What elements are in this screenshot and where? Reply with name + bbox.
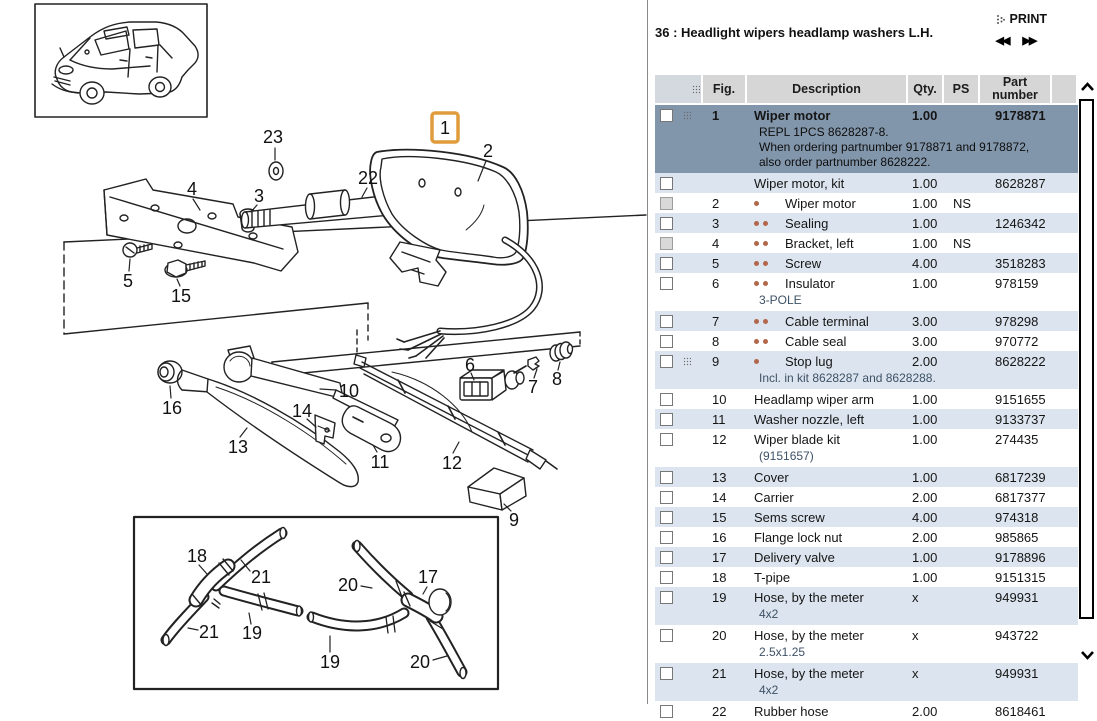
row-checkbox[interactable] (660, 109, 673, 122)
svg-text:16: 16 (161, 398, 183, 418)
hose-inset-box (134, 517, 498, 689)
sems-screw-part (165, 260, 205, 277)
part-note: 4x2 (759, 607, 779, 621)
table-row[interactable] (655, 409, 1078, 429)
part-description: Washer nozzle, left (754, 411, 865, 427)
screw-part (123, 243, 152, 257)
row-checkbox[interactable] (660, 571, 673, 584)
row-checkbox[interactable] (660, 393, 673, 406)
indent-bullet-icon (747, 281, 785, 286)
table-row[interactable] (655, 467, 1078, 487)
diagram-callout-5[interactable] (123, 259, 133, 291)
part-number: 978159 (995, 275, 1039, 291)
part-description: Cable seal (785, 333, 847, 349)
part-description: Sealing (785, 215, 829, 231)
part-note: 4x2 (759, 683, 779, 697)
fig-number: 9 (712, 353, 720, 369)
part-qty: 4.00 (912, 255, 938, 271)
column-header[interactable]: PS (944, 75, 980, 103)
fig-number: 8 (712, 333, 720, 349)
diagram-callout-8[interactable] (552, 362, 562, 389)
part-qty: 1.00 (912, 411, 938, 427)
row-checkbox[interactable] (660, 315, 673, 328)
fig-number: 1 (712, 107, 720, 123)
part-description: Flange lock nut (754, 529, 843, 545)
cable-seal-part (550, 342, 573, 361)
fig-number: 2 (712, 195, 720, 211)
part-note: REPL 1PCS 8628287-8. (759, 125, 889, 139)
svg-text:15: 15 (170, 286, 192, 306)
part-number: 9151655 (995, 391, 1046, 407)
row-checkbox[interactable] (660, 433, 673, 446)
row-checkbox[interactable] (660, 705, 673, 718)
part-number: 8628222 (995, 353, 1046, 369)
part-qty: 1.00 (912, 215, 938, 231)
diagram-callout-13[interactable] (228, 428, 248, 457)
part-description: Wiper blade kit (754, 431, 840, 447)
cover-part (468, 468, 526, 510)
table-row[interactable] (655, 273, 1078, 311)
column-header[interactable]: Description (747, 75, 908, 103)
row-checkbox[interactable] (660, 413, 673, 426)
fig-number: 14 (712, 489, 727, 505)
table-row[interactable] (655, 547, 1078, 567)
part-number: 970772 (995, 333, 1039, 349)
fig-number: 5 (712, 255, 720, 271)
scroll-down-arrow-icon[interactable] (1080, 648, 1095, 662)
part-description: Stop lug (785, 353, 833, 369)
part-note: also order partnumber 8628222. (759, 155, 931, 169)
part-number: 8618461 (995, 703, 1046, 719)
pane-header (648, 0, 1097, 75)
part-description: Hose, by the meter (754, 589, 864, 605)
part-description: Hose, by the meter (754, 627, 864, 643)
print-button[interactable] (996, 12, 1048, 26)
part-number: 274435 (995, 431, 1039, 447)
part-number: 9133737 (995, 411, 1046, 427)
diagram-callout-3[interactable] (251, 186, 264, 212)
row-checkbox[interactable] (660, 177, 673, 190)
part-number: 1246342 (995, 215, 1046, 231)
fig-number: 12 (712, 431, 727, 447)
table-row[interactable] (655, 351, 1078, 389)
indent-bullet-icon (747, 241, 785, 246)
fig-number: 10 (712, 391, 727, 407)
indent-bullet-icon (747, 339, 785, 344)
part-description: Wiper motor (754, 107, 831, 123)
part-qty: 2.00 (912, 703, 938, 719)
part-qty: 1.00 (912, 569, 938, 585)
fig-number: 6 (712, 275, 720, 291)
svg-text:9: 9 (508, 510, 520, 530)
part-qty: 1.00 (912, 469, 938, 485)
svg-text:13: 13 (227, 437, 249, 457)
wiper-motor-part (370, 150, 528, 286)
svg-text:10: 10 (338, 381, 360, 401)
table-row[interactable] (655, 233, 1078, 253)
table-row[interactable] (655, 389, 1078, 409)
fig-number: 15 (712, 509, 727, 525)
car-thumbnail (35, 4, 207, 117)
part-qty: x (912, 627, 919, 643)
print-label: PRINT (1009, 12, 1047, 26)
table-row[interactable] (655, 625, 1078, 663)
column-header[interactable]: Qty. (908, 75, 944, 103)
part-number: 6817377 (995, 489, 1046, 505)
column-header[interactable]: Fig. (703, 75, 747, 103)
fig-number: 18 (712, 569, 727, 585)
fig-number: 21 (712, 665, 727, 681)
indent-bullet-icon (747, 261, 785, 266)
svg-text:5: 5 (122, 271, 134, 291)
fig-number: 13 (712, 469, 727, 485)
fig-number: 20 (712, 627, 727, 643)
part-qty: 2.00 (912, 489, 938, 505)
part-number: 3518283 (995, 255, 1046, 271)
svg-text:4: 4 (186, 179, 198, 199)
part-description: Wiper motor (785, 195, 856, 211)
part-description: Cable terminal (785, 313, 869, 329)
part-qty: x (912, 665, 919, 681)
svg-text:7: 7 (527, 377, 539, 397)
part-qty: 1.00 (912, 431, 938, 447)
part-description: T-pipe (754, 569, 791, 585)
part-note: Incl. in kit 8628287 and 8628288. (759, 371, 936, 385)
svg-text:21: 21 (250, 567, 272, 587)
column-header[interactable] (655, 75, 703, 103)
ps-flag: NS (952, 235, 972, 251)
svg-text:21: 21 (198, 622, 220, 642)
svg-text:8: 8 (551, 369, 563, 389)
fig-number: 19 (712, 589, 727, 605)
part-description: Wiper motor, kit (754, 175, 845, 191)
page-title: 36 : Headlight wipers headlamp washers L.H. (655, 25, 934, 40)
washer-part (269, 162, 283, 180)
diagram-callout-16[interactable] (162, 386, 182, 418)
part-qty: 4.00 (912, 509, 938, 525)
carrier-part (315, 415, 335, 444)
svg-text:20: 20 (337, 575, 359, 595)
part-number: 9151315 (995, 569, 1046, 585)
part-description: Carrier (754, 489, 794, 505)
fig-number: 3 (712, 215, 720, 231)
row-checkbox[interactable] (660, 531, 673, 544)
row-checkbox[interactable] (660, 335, 673, 348)
row-checkbox[interactable] (660, 491, 673, 504)
table-row[interactable] (655, 331, 1078, 351)
part-qty: 3.00 (912, 333, 938, 349)
svg-text:22: 22 (357, 168, 379, 188)
column-header[interactable] (1052, 75, 1076, 103)
table-row[interactable] (655, 701, 1078, 721)
part-qty: 1.00 (912, 549, 938, 565)
table-row[interactable] (655, 527, 1078, 547)
part-qty: 1.00 (912, 275, 938, 291)
part-qty: 2.00 (912, 353, 938, 369)
part-qty: 1.00 (912, 175, 938, 191)
row-checkbox[interactable] (660, 551, 673, 564)
fig-number: 22 (712, 703, 727, 719)
table-row[interactable] (655, 253, 1078, 273)
part-number: 949931 (995, 589, 1039, 605)
indent-bullet-icon (747, 201, 785, 206)
fig-number: 16 (712, 529, 727, 545)
parts-table-pane (648, 0, 1097, 719)
row-checkbox[interactable] (660, 355, 673, 368)
row-checkbox[interactable] (660, 257, 673, 270)
drag-handle-icon (683, 111, 691, 120)
part-number: 6817239 (995, 469, 1046, 485)
row-checkbox[interactable] (660, 277, 673, 290)
fig-number: 4 (712, 235, 720, 251)
row-checkbox[interactable] (660, 471, 673, 484)
fig-number: 7 (712, 313, 720, 329)
svg-text:18: 18 (186, 546, 208, 566)
table-row[interactable] (655, 507, 1078, 527)
indent-bullet-icon (747, 221, 785, 226)
part-number: 974318 (995, 509, 1039, 525)
part-number: 943722 (995, 627, 1039, 643)
svg-text:17: 17 (417, 567, 439, 587)
table-row[interactable] (655, 487, 1078, 507)
row-checkbox[interactable] (660, 667, 673, 680)
table-row[interactable] (655, 587, 1078, 625)
part-number: 8628287 (995, 175, 1046, 191)
row-checkbox[interactable] (660, 197, 673, 210)
table-row[interactable] (655, 567, 1078, 587)
next-page-button[interactable]: ▶▶ (1022, 35, 1036, 47)
part-qty: 1.00 (912, 391, 938, 407)
row-checkbox[interactable] (660, 511, 673, 524)
table-row[interactable] (655, 213, 1078, 233)
vertical-scrollbar[interactable] (1078, 75, 1097, 704)
part-number: 985865 (995, 529, 1039, 545)
part-number: 978298 (995, 313, 1039, 329)
svg-text:19: 19 (319, 652, 341, 672)
part-qty: 2.00 (912, 529, 938, 545)
svg-text:20: 20 (409, 652, 431, 672)
diagram-callout-12[interactable] (442, 442, 462, 473)
svg-text:11: 11 (370, 452, 390, 472)
indent-bullet-icon (747, 319, 785, 324)
scrollbar-thumb[interactable] (1079, 99, 1094, 619)
parts-table (655, 75, 1078, 721)
part-note: (9151657) (759, 449, 814, 463)
svg-text:23: 23 (262, 127, 284, 147)
fig-number: 11 (712, 411, 726, 427)
prev-page-button[interactable]: ◀◀ (995, 35, 1009, 47)
part-qty: x (912, 589, 919, 605)
part-description: Rubber hose (754, 703, 829, 719)
row-checkbox[interactable] (660, 237, 673, 250)
diagram-callout-23[interactable] (263, 127, 283, 160)
part-number: 9178896 (995, 549, 1046, 565)
diagram-callout-15[interactable] (171, 279, 191, 306)
part-qty: 1.00 (912, 195, 938, 211)
table-row[interactable] (655, 429, 1078, 467)
svg-text:12: 12 (441, 453, 463, 473)
print-icon (996, 14, 1005, 25)
part-qty: 3.00 (912, 313, 938, 329)
cable-terminal-part (514, 357, 539, 373)
svg-text:6: 6 (464, 355, 476, 375)
row-checkbox[interactable] (660, 629, 673, 642)
part-description: Cover (754, 469, 789, 485)
part-note: 3-POLE (759, 293, 802, 307)
part-description: Hose, by the meter (754, 665, 864, 681)
diagram-callout-1[interactable] (432, 113, 458, 142)
part-number: 9178871 (995, 107, 1046, 123)
scroll-up-arrow-icon[interactable] (1080, 80, 1095, 94)
part-description: Headlamp wiper arm (754, 391, 874, 407)
flange-nut-part (158, 361, 182, 383)
part-number: 949931 (995, 665, 1039, 681)
part-qty: 1.00 (912, 107, 938, 123)
svg-text:3: 3 (253, 186, 265, 206)
column-header[interactable]: Part number (980, 75, 1052, 103)
drag-handle-icon (683, 357, 691, 366)
svg-text:19: 19 (241, 623, 263, 643)
part-description: Screw (785, 255, 822, 271)
table-row[interactable] (655, 311, 1078, 331)
indent-bullet-icon (747, 359, 785, 364)
part-description: Delivery valve (754, 549, 835, 565)
svg-text:1: 1 (439, 118, 451, 138)
row-checkbox[interactable] (660, 217, 673, 230)
part-description: Sems screw (754, 509, 825, 525)
diagram-callout-7[interactable] (528, 369, 538, 397)
table-row[interactable] (655, 193, 1078, 213)
table-row[interactable] (655, 105, 1078, 173)
svg-text:2: 2 (482, 141, 494, 161)
svg-text:14: 14 (291, 401, 313, 421)
part-note: 2.5x1.25 (759, 645, 806, 659)
grid-handle-icon (692, 85, 700, 94)
row-checkbox[interactable] (660, 591, 673, 604)
table-row[interactable] (655, 173, 1078, 193)
part-description: Bracket, left (785, 235, 854, 251)
ps-flag: NS (952, 195, 972, 211)
part-qty: 1.00 (912, 235, 938, 251)
table-header-row (655, 75, 1078, 103)
fig-number: 17 (712, 549, 727, 565)
part-note: When ordering partnumber 9178871 and 9178872, (759, 140, 1030, 154)
part-description: Insulator (785, 275, 835, 291)
table-row[interactable] (655, 663, 1078, 701)
